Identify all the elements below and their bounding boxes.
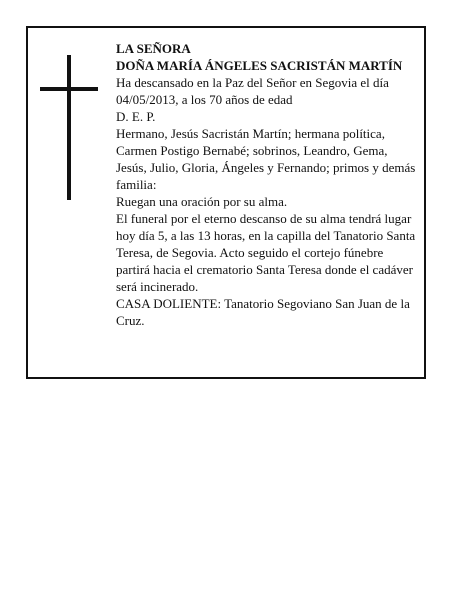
funeral-details: El funeral por el eterno descanso de su alma tendrá lugar hoy día 5, a las 13 horas, en la capilla del Tanatorio Santa Teresa, de Segovia. Acto seguido el cortejo fúnebre partirá hacia el crematorio Santa Teresa donde el cadáver será incinerado. — [116, 211, 416, 294]
rest-statement: Ha descansado en la Paz del Señor en Segovia el día 04/05/2013, a los 70 años de edad — [116, 75, 389, 107]
rip-line: D. E. P. — [116, 109, 156, 124]
family-list: Hermano, Jesús Sacristán Martín; hermana política, Carmen Postigo Bernabé; sobrinos, Leandro, Gema, Jesús, Julio, Gloria, Ángeles y Fernando; primos y demás familia: — [116, 126, 416, 192]
obituary-notice — [26, 26, 426, 379]
notice-text-block — [116, 40, 418, 329]
deceased-name: DOÑA MARÍA ÁNGELES SACRISTÁN MARTÍN — [116, 58, 403, 73]
cross-horizontal-bar — [40, 87, 98, 91]
mourning-house: CASA DOLIENTE: Tanatorio Segoviano San Juan de la Cruz. — [116, 296, 410, 328]
cross-icon — [40, 55, 98, 200]
prayer-request: Ruegan una oración por su alma. — [116, 194, 288, 209]
cross-vertical-bar — [67, 55, 71, 200]
notice-title: LA SEÑORA — [116, 41, 191, 56]
